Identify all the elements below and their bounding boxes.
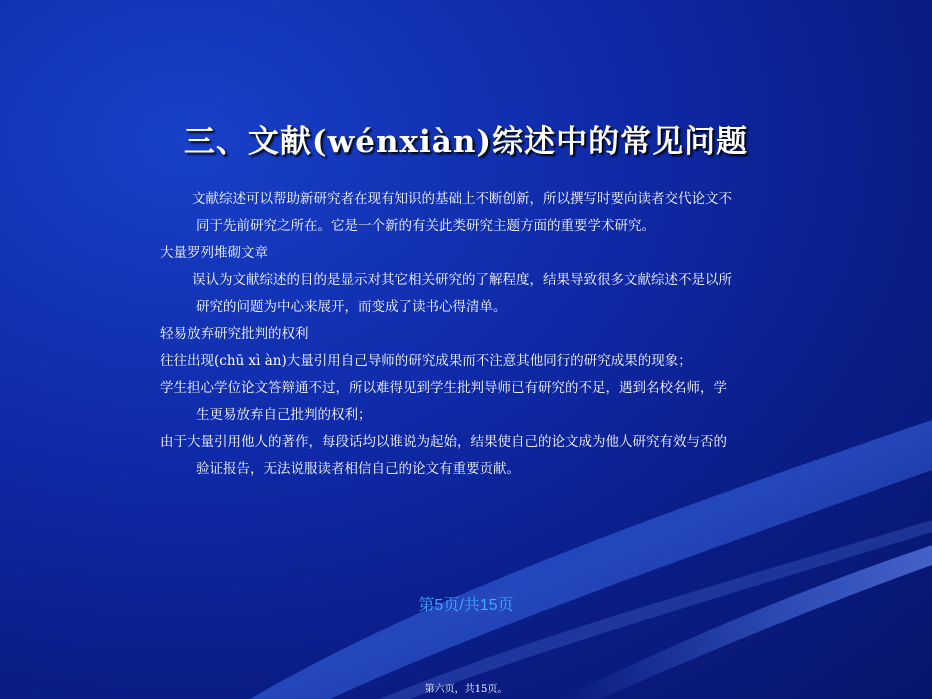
- paragraph-line: 验证报告，无法说服读者相信自己的论文有重要贡献。: [196, 461, 520, 477]
- paragraph-student-worry: [160, 375, 770, 429]
- paragraph-line: 误认为文献综述的目的是显示对其它相关研究的了解程度，结果导致很多文献综述不是以所: [192, 272, 732, 288]
- paragraph-line: 轻易放弃研究批判的权利: [160, 326, 309, 342]
- footer-page-label: 第六页，共15页。: [424, 684, 508, 695]
- heading-give-up-critique: [160, 321, 770, 348]
- paragraph-line: 学生担心学位论文答辩通不过，所以难得见到学生批判导师已有研究的不足，遇到名校名师，学: [160, 380, 727, 396]
- paragraph-line: 生更易放弃自己批判的权利；: [196, 407, 372, 423]
- paragraph-excessive-citation: [160, 429, 770, 483]
- paragraph-line: 往往出现(chū xì àn)大量引用自己导师的研究成果而不注意其他同行的研究成果的现象；: [160, 353, 692, 369]
- paragraph-line: 文献综述可以帮助新研究者在现有知识的基础上不断创新，所以撰写时要向读者交代论文不: [192, 191, 732, 207]
- paragraph-cite-advisor: [160, 348, 770, 375]
- slide-body: [160, 186, 770, 483]
- paragraph-line: 同于先前研究之所在。它是一个新的有关此类研究主题方面的重要学术研究。: [196, 218, 655, 234]
- heading-list-articles: [160, 240, 770, 267]
- page-number: 第5页/共15页: [418, 597, 514, 614]
- paragraph-line: 大量罗列堆砌文章: [160, 245, 268, 261]
- paragraph-misunderstanding: [160, 267, 770, 321]
- paragraph-intro: [160, 186, 770, 240]
- paragraph-line: 由于大量引用他人的著作，每段话均以谁说为起始，结果使自己的论文成为他人研究有效与否的: [160, 434, 727, 450]
- slide-title: 三、文献(wénxiàn)综述中的常见问题: [183, 124, 749, 160]
- paragraph-line: 研究的问题为中心来展开，而变成了读书心得清单。: [196, 299, 507, 315]
